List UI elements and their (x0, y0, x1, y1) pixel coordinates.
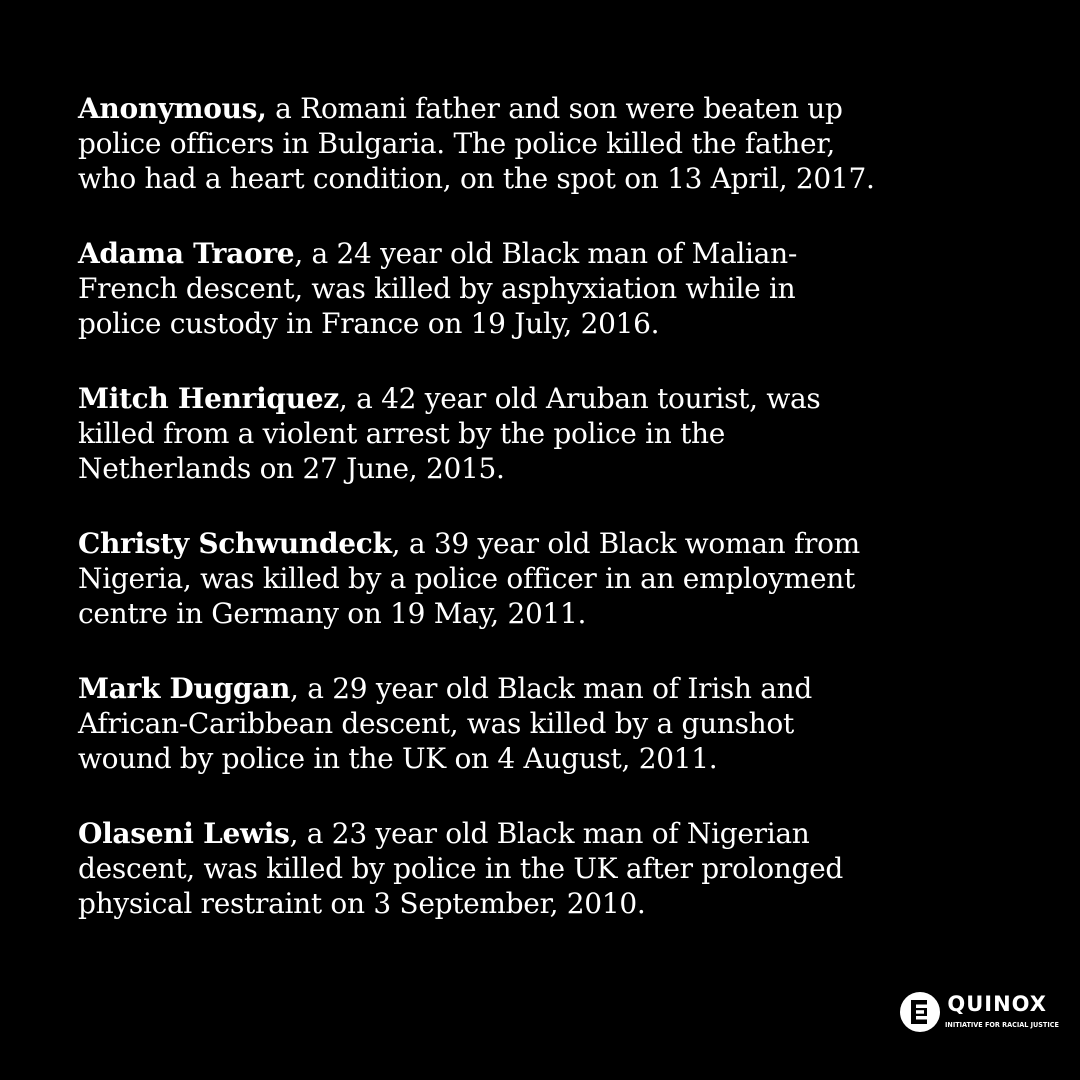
entry-text: , a 42 year old Aruban tourist, was (338, 382, 821, 415)
entry-name: Anonymous, (78, 92, 267, 125)
equinox-logo (898, 990, 1058, 1040)
entry-line-3: police custody in France on 19 July, 2016. (78, 307, 660, 340)
entry-name: Christy Schwundeck (78, 527, 392, 560)
entry-adama-traore (78, 236, 1058, 341)
logo-tagline: INITIATIVE FOR RACIAL JUSTICE (945, 1020, 1059, 1029)
entry-christy-schwundeck (78, 526, 1058, 631)
logo-wordmark (932, 992, 1047, 1016)
entry-line-3: who had a heart condition, on the spot on 13 April, 2017. (78, 162, 875, 195)
entry-line-2: police officers in Bulgaria. The police killed the father, (78, 127, 835, 160)
entry-line-1 (78, 526, 1058, 561)
victims-list (78, 91, 1058, 961)
entry-mark-duggan (78, 671, 1058, 776)
entry-line-3: wound by police in the UK on 4 August, 2011. (78, 742, 718, 775)
entry-line-1 (78, 816, 1058, 851)
entry-line-3: Netherlands on 27 June, 2015. (78, 452, 505, 485)
entry-line-1 (78, 671, 1058, 706)
entry-line-3: centre in Germany on 19 May, 2011. (78, 597, 587, 630)
entry-line-1 (78, 381, 1058, 416)
entry-olaseni-lewis (78, 816, 1058, 921)
entry-text: , a 24 year old Black man of Malian- (294, 237, 797, 270)
entry-anonymous (78, 91, 1058, 196)
entry-line-2: African-Caribbean descent, was killed by a gunshot (78, 707, 794, 740)
entry-line-2: killed from a violent arrest by the police in the (78, 417, 726, 450)
entry-line-3: physical restraint on 3 September, 2010. (78, 887, 646, 920)
entry-line-1 (78, 91, 1058, 126)
entry-text: , a 23 year old Black man of Nigerian (289, 817, 810, 850)
entry-line-2: Nigeria, was killed by a police officer in an employment (78, 562, 855, 595)
entry-text: , a 39 year old Black woman from (391, 527, 860, 560)
logo-wordmark-text: QUINOX (947, 992, 1047, 1016)
entry-name: Mark Duggan (78, 672, 291, 705)
entry-name: Adama Traore (78, 237, 295, 270)
entry-line-2: descent, was killed by police in the UK after prolonged (78, 852, 843, 885)
entry-text: a Romani father and son were beaten up (266, 92, 843, 125)
entry-line-2: French descent, was killed by asphyxiation while in (78, 272, 796, 305)
entry-name: Mitch Henriquez (78, 382, 339, 415)
entry-line-1 (78, 236, 1058, 271)
entry-mitch-henriquez (78, 381, 1058, 486)
entry-name: Olaseni Lewis (78, 817, 290, 850)
entry-text: , a 29 year old Black man of Irish and (290, 672, 813, 705)
